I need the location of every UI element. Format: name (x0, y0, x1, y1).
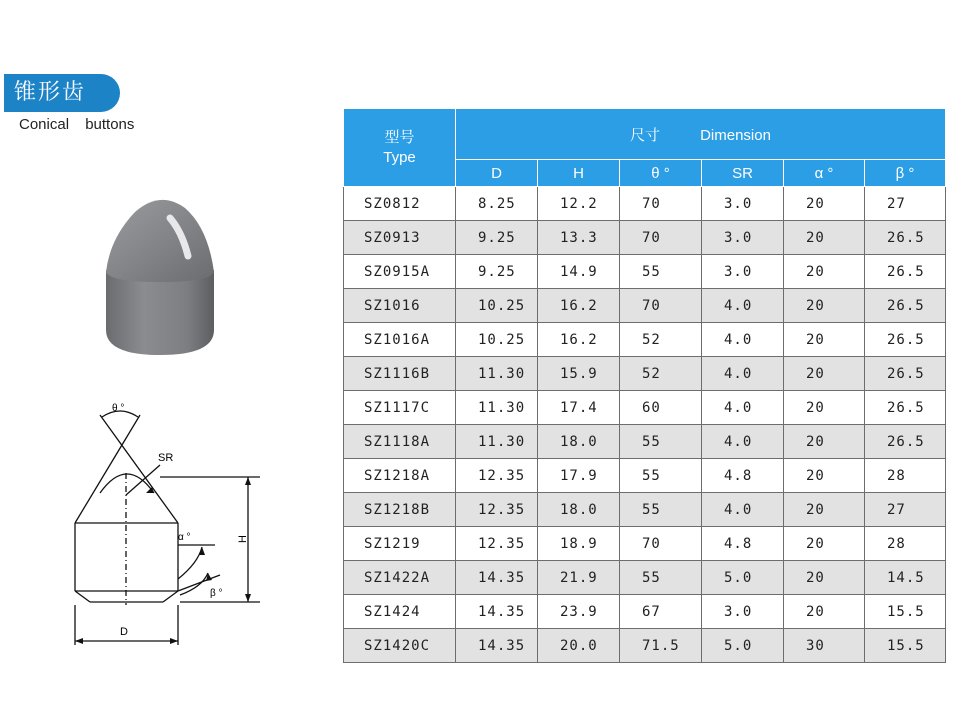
type-header-en: Type (383, 148, 416, 166)
cell-sr: 4.8 (702, 527, 784, 561)
cell-h: 16.2 (538, 289, 620, 323)
cell-h: 21.9 (538, 561, 620, 595)
dimension-header-en: Dimension (700, 126, 771, 144)
sr-label: SR (158, 452, 174, 464)
h-label: H (237, 535, 249, 543)
col-h: H (538, 160, 620, 187)
cell-type: SZ1116B (344, 357, 456, 391)
type-header (344, 109, 456, 187)
cell-sr: 5.0 (702, 629, 784, 663)
cell-type: SZ0913 (344, 221, 456, 255)
cell-type: SZ1424 (344, 595, 456, 629)
cell-type: SZ0812 (344, 187, 456, 221)
cell-h: 23.9 (538, 595, 620, 629)
cell-beta: 27 (865, 493, 946, 527)
cell-d: 11.30 (456, 357, 538, 391)
cell-alpha: 20 (784, 221, 865, 255)
cell-d: 14.35 (456, 595, 538, 629)
table-row (344, 459, 946, 493)
table-row (344, 289, 946, 323)
cell-type: SZ1117C (344, 391, 456, 425)
table-row (344, 221, 946, 255)
cell-alpha: 20 (784, 595, 865, 629)
cell-h: 15.9 (538, 357, 620, 391)
cell-d: 11.30 (456, 391, 538, 425)
type-header-cn: 型号 (384, 128, 415, 146)
cell-sr: 4.0 (702, 425, 784, 459)
cell-d: 14.35 (456, 561, 538, 595)
col-theta: θ ° (620, 160, 702, 187)
table-row (344, 629, 946, 663)
cell-sr: 4.0 (702, 323, 784, 357)
spec-table (343, 108, 946, 663)
cell-h: 18.0 (538, 493, 620, 527)
table-row (344, 425, 946, 459)
cell-beta: 26.5 (865, 391, 946, 425)
cell-beta: 28 (865, 527, 946, 561)
cell-alpha: 20 (784, 391, 865, 425)
cell-beta: 26.5 (865, 255, 946, 289)
table-row (344, 391, 946, 425)
cell-beta: 28 (865, 459, 946, 493)
cell-beta: 15.5 (865, 629, 946, 663)
cell-type: SZ1218A (344, 459, 456, 493)
cell-d: 14.35 (456, 629, 538, 663)
cell-sr: 5.0 (702, 561, 784, 595)
table-row (344, 561, 946, 595)
cell-theta: 55 (620, 561, 702, 595)
cell-alpha: 20 (784, 187, 865, 221)
cell-type: SZ1016A (344, 323, 456, 357)
cell-sr: 4.8 (702, 459, 784, 493)
d-label: D (120, 626, 128, 638)
cell-type: SZ1218B (344, 493, 456, 527)
cell-alpha: 20 (784, 323, 865, 357)
cell-theta: 52 (620, 323, 702, 357)
cell-theta: 55 (620, 255, 702, 289)
cell-d: 11.30 (456, 425, 538, 459)
cell-beta: 27 (865, 187, 946, 221)
col-beta: β ° (865, 160, 946, 187)
cell-type: SZ1016 (344, 289, 456, 323)
cell-beta: 26.5 (865, 357, 946, 391)
conical-button-photo (90, 190, 250, 370)
cell-d: 10.25 (456, 289, 538, 323)
cell-h: 12.2 (538, 187, 620, 221)
table-row (344, 255, 946, 289)
cell-sr: 3.0 (702, 221, 784, 255)
section-subtitle: Conical buttons (19, 116, 135, 133)
theta-label: θ ° (112, 403, 125, 414)
cell-h: 18.9 (538, 527, 620, 561)
cell-sr: 4.0 (702, 289, 784, 323)
cell-theta: 70 (620, 187, 702, 221)
col-d: D (456, 160, 538, 187)
beta-label: β ° (210, 588, 223, 599)
cell-beta: 26.5 (865, 425, 946, 459)
cell-h: 13.3 (538, 221, 620, 255)
dimension-header-cn: 尺寸 (630, 126, 661, 144)
cell-theta: 67 (620, 595, 702, 629)
table-row (344, 595, 946, 629)
table-row (344, 357, 946, 391)
cell-beta: 26.5 (865, 289, 946, 323)
section-title: 锥形齿 (4, 74, 120, 112)
cell-theta: 70 (620, 289, 702, 323)
cell-theta: 52 (620, 357, 702, 391)
cell-d: 12.35 (456, 493, 538, 527)
cell-d: 12.35 (456, 527, 538, 561)
cell-alpha: 20 (784, 289, 865, 323)
dimension-header (456, 109, 946, 160)
cell-d: 10.25 (456, 323, 538, 357)
cell-alpha: 20 (784, 527, 865, 561)
conical-button-diagram (60, 395, 290, 660)
cell-beta: 26.5 (865, 221, 946, 255)
cell-d: 8.25 (456, 187, 538, 221)
cell-type: SZ1219 (344, 527, 456, 561)
cell-type: SZ1118A (344, 425, 456, 459)
cell-alpha: 20 (784, 255, 865, 289)
cell-theta: 60 (620, 391, 702, 425)
cell-h: 17.9 (538, 459, 620, 493)
cell-alpha: 20 (784, 561, 865, 595)
col-sr: SR (702, 160, 784, 187)
cell-alpha: 20 (784, 357, 865, 391)
cell-beta: 15.5 (865, 595, 946, 629)
cell-h: 18.0 (538, 425, 620, 459)
cell-theta: 71.5 (620, 629, 702, 663)
cell-theta: 70 (620, 221, 702, 255)
cell-alpha: 20 (784, 459, 865, 493)
cell-alpha: 20 (784, 425, 865, 459)
cell-theta: 55 (620, 459, 702, 493)
cell-h: 16.2 (538, 323, 620, 357)
cell-sr: 3.0 (702, 187, 784, 221)
alpha-label: α ° (178, 532, 191, 543)
cell-type: SZ1420C (344, 629, 456, 663)
cell-theta: 55 (620, 493, 702, 527)
table-row (344, 323, 946, 357)
cell-d: 9.25 (456, 255, 538, 289)
cell-beta: 14.5 (865, 561, 946, 595)
cell-type: SZ1422A (344, 561, 456, 595)
cell-alpha: 20 (784, 493, 865, 527)
cell-d: 12.35 (456, 459, 538, 493)
cell-sr: 4.0 (702, 357, 784, 391)
cell-beta: 26.5 (865, 323, 946, 357)
cell-theta: 55 (620, 425, 702, 459)
cell-sr: 3.0 (702, 595, 784, 629)
cell-sr: 3.0 (702, 255, 784, 289)
cell-sr: 4.0 (702, 493, 784, 527)
table-row (344, 493, 946, 527)
cell-theta: 70 (620, 527, 702, 561)
table-row (344, 527, 946, 561)
cell-h: 20.0 (538, 629, 620, 663)
cell-d: 9.25 (456, 221, 538, 255)
cell-h: 14.9 (538, 255, 620, 289)
col-alpha: α ° (784, 160, 865, 187)
cell-alpha: 30 (784, 629, 865, 663)
cell-sr: 4.0 (702, 391, 784, 425)
cell-type: SZ0915A (344, 255, 456, 289)
table-row (344, 187, 946, 221)
cell-h: 17.4 (538, 391, 620, 425)
